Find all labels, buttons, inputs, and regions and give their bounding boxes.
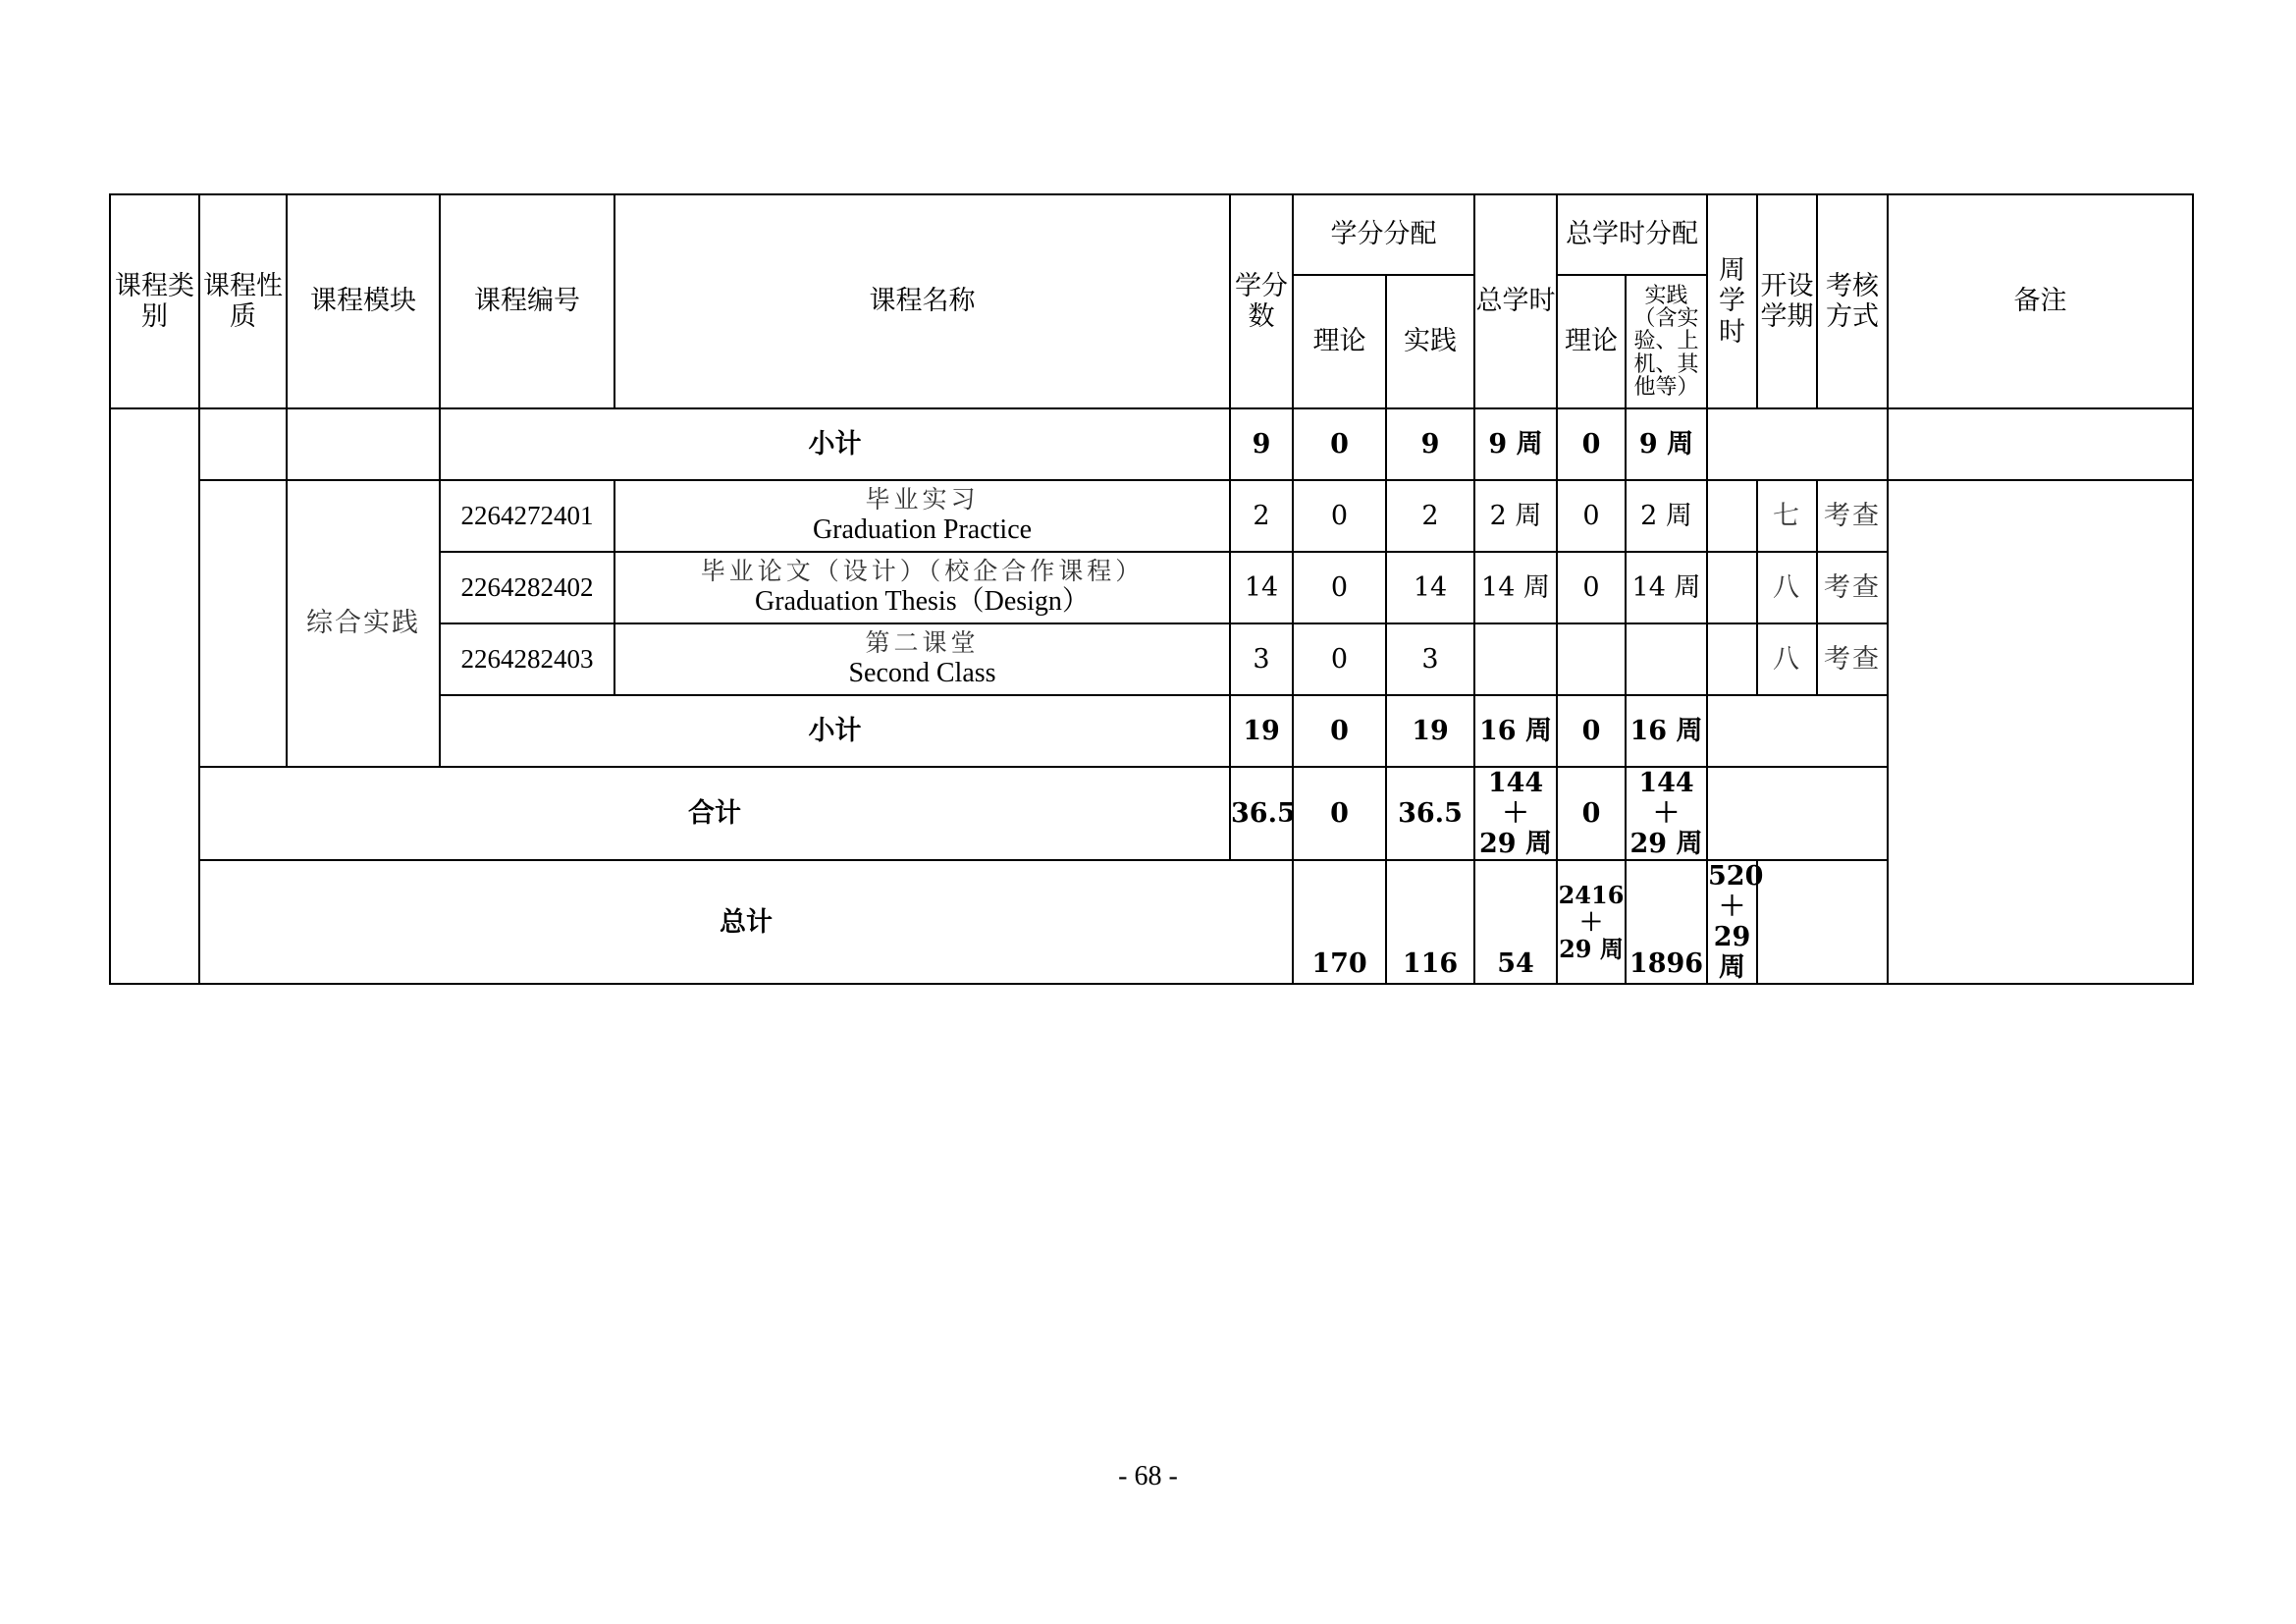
sum-practice: 36.5 bbox=[1386, 767, 1474, 860]
course-semester: 七 bbox=[1757, 480, 1817, 552]
grand-total-theory: 116 bbox=[1386, 860, 1474, 984]
header-name: 课程名称 bbox=[614, 194, 1230, 408]
course-exam: 考查 bbox=[1817, 623, 1888, 695]
course-name bbox=[614, 480, 1230, 552]
course-name-cn: 毕业实习 bbox=[865, 485, 980, 514]
course-name-cn: 毕业论文（设计）（校企合作课程） bbox=[700, 557, 1145, 586]
header-practice: 实践 bbox=[1386, 275, 1474, 408]
header-hour-dist: 总学时分配 bbox=[1557, 194, 1707, 275]
course-hour-practice: 14 周 bbox=[1626, 552, 1707, 623]
header-theory: 理论 bbox=[1293, 275, 1386, 408]
course-credits: 2 bbox=[1230, 480, 1293, 552]
sum-blank bbox=[1707, 767, 1888, 860]
course-weekly-hours bbox=[1707, 623, 1757, 695]
sum-total-hours-a: 144＋ bbox=[1487, 768, 1544, 830]
subtotal-2-blank bbox=[1707, 695, 1888, 767]
course-weekly-hours bbox=[1707, 552, 1757, 623]
course-name-en: Graduation Practice bbox=[812, 514, 1033, 545]
sum-credits: 36.5 bbox=[1230, 767, 1293, 860]
header-category: 课程类别 bbox=[110, 194, 199, 408]
subtotal-1-theory: 0 bbox=[1293, 408, 1386, 480]
course-weekly-hours bbox=[1707, 480, 1757, 552]
header-module: 课程模块 bbox=[287, 194, 440, 408]
header-hour-practice: 实践（含实验、上机、其他等） bbox=[1626, 275, 1707, 408]
subtotal-2-practice: 19 bbox=[1386, 695, 1474, 767]
subtotal-2-total-hours: 16 周 bbox=[1474, 695, 1557, 767]
header-hour-theory: 理论 bbox=[1557, 275, 1626, 408]
sum-label: 合计 bbox=[199, 767, 1230, 860]
curriculum-table bbox=[109, 193, 2194, 985]
course-code: 2264272401 bbox=[440, 480, 614, 552]
category-cell bbox=[110, 408, 199, 984]
course-exam: 考查 bbox=[1817, 480, 1888, 552]
header-remarks: 备注 bbox=[1888, 194, 2193, 408]
grand-total-credits: 170 bbox=[1293, 860, 1386, 984]
course-hour-practice: 2 周 bbox=[1626, 480, 1707, 552]
grand-total-blank bbox=[1757, 860, 2193, 984]
course-semester: 八 bbox=[1757, 552, 1817, 623]
grand-total-total-hours bbox=[1557, 860, 1626, 984]
subtotal-1-hour-practice: 9 周 bbox=[1626, 408, 1707, 480]
header-exam: 考核方式 bbox=[1817, 194, 1888, 408]
subtotal-1-remarks bbox=[1888, 408, 2193, 480]
subtotal-2-credits: 19 bbox=[1230, 695, 1293, 767]
course-name-en: Graduation Thesis（Design） bbox=[755, 585, 1090, 617]
subtotal-1-hour-theory: 0 bbox=[1557, 408, 1626, 480]
page-number: - 68 - bbox=[1118, 1461, 1178, 1491]
course-total-hours bbox=[1474, 623, 1557, 695]
course-practice: 14 bbox=[1386, 552, 1474, 623]
subtotal-2-hour-theory: 0 bbox=[1557, 695, 1626, 767]
sum-total-hours-b: 29 周 bbox=[1479, 829, 1552, 860]
course-practice: 3 bbox=[1386, 623, 1474, 695]
course-name-en: Second Class bbox=[848, 657, 996, 688]
course-theory: 0 bbox=[1293, 552, 1386, 623]
course-credits: 3 bbox=[1230, 623, 1293, 695]
subtotal-1-credits: 9 bbox=[1230, 408, 1293, 480]
course-theory: 0 bbox=[1293, 623, 1386, 695]
course-name-cn: 第二课堂 bbox=[865, 628, 980, 658]
sum-hour-practice-a: 144＋ bbox=[1638, 768, 1694, 830]
subtotal-2-hour-practice: 16 周 bbox=[1626, 695, 1707, 767]
nature-cell-2 bbox=[199, 480, 287, 767]
grand-total-label: 总计 bbox=[199, 860, 1293, 984]
nature-cell-1 bbox=[199, 408, 287, 480]
grand-total-total-hours-b: 29 周 bbox=[1559, 935, 1624, 964]
module-cell-1 bbox=[287, 408, 440, 480]
header-code: 课程编号 bbox=[440, 194, 614, 408]
course-name bbox=[614, 552, 1230, 623]
sum-theory: 0 bbox=[1293, 767, 1386, 860]
course-name bbox=[614, 623, 1230, 695]
subtotal-1-total-hours: 9 周 bbox=[1474, 408, 1557, 480]
course-semester: 八 bbox=[1757, 623, 1817, 695]
sum-total-hours bbox=[1474, 767, 1557, 860]
grand-total-hour-practice-b: 29 周 bbox=[1713, 922, 1751, 984]
grand-total-hour-practice-a: 520＋ bbox=[1708, 861, 1764, 923]
course-credits: 14 bbox=[1230, 552, 1293, 623]
grand-total-total-hours-a: 2416＋ bbox=[1558, 880, 1625, 937]
subtotal-1-blank bbox=[1707, 408, 1888, 480]
header-credit-dist: 学分分配 bbox=[1293, 194, 1474, 275]
header-credits: 学分数 bbox=[1230, 194, 1293, 408]
course-code: 2264282402 bbox=[440, 552, 614, 623]
sum-hour-theory: 0 bbox=[1557, 767, 1626, 860]
grand-total-practice: 54 bbox=[1474, 860, 1557, 984]
header-weekly-hours: 周学时 bbox=[1707, 194, 1757, 408]
course-theory: 0 bbox=[1293, 480, 1386, 552]
course-exam: 考查 bbox=[1817, 552, 1888, 623]
course-total-hours: 2 周 bbox=[1474, 480, 1557, 552]
sum-hour-practice-b: 29 周 bbox=[1629, 829, 1703, 860]
course-hour-practice bbox=[1626, 623, 1707, 695]
course-code: 2264282403 bbox=[440, 623, 614, 695]
grand-total-hour-practice bbox=[1707, 860, 1764, 984]
subtotal-1-practice: 9 bbox=[1386, 408, 1474, 480]
course-hour-theory bbox=[1557, 623, 1626, 695]
course-hour-theory: 0 bbox=[1557, 480, 1626, 552]
subtotal-1-label: 小计 bbox=[440, 408, 1230, 480]
subtotal-2-theory: 0 bbox=[1293, 695, 1386, 767]
header-semester: 开设学期 bbox=[1757, 194, 1817, 408]
module-comprehensive-practice: 综合实践 bbox=[287, 480, 440, 767]
header-total-hours: 总学时 bbox=[1474, 194, 1557, 408]
course-practice: 2 bbox=[1386, 480, 1474, 552]
course-hour-theory: 0 bbox=[1557, 552, 1626, 623]
course-total-hours: 14 周 bbox=[1474, 552, 1557, 623]
subtotal-2-label: 小计 bbox=[440, 695, 1230, 767]
grand-total-hour-theory: 1896 bbox=[1626, 860, 1707, 984]
header-nature: 课程性质 bbox=[199, 194, 287, 408]
sum-hour-practice bbox=[1626, 767, 1707, 860]
